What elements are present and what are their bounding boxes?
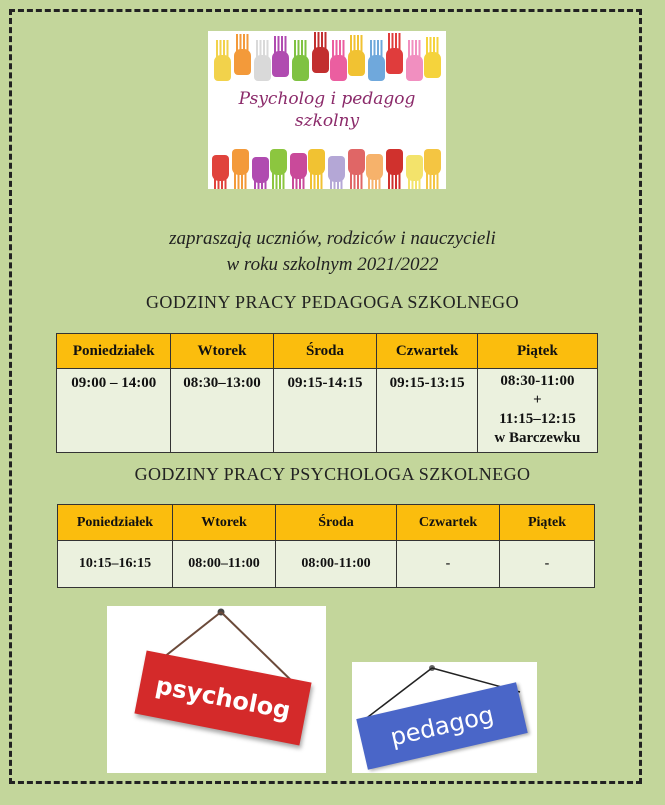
- pedagog-sign-label: pedagog: [356, 682, 527, 770]
- psycholog-schedule-table: [57, 504, 595, 588]
- banner-image: [208, 31, 446, 189]
- header-thursday: Czwartek: [377, 334, 477, 369]
- psycholog-sign-image: [107, 606, 326, 773]
- banner-title: [208, 88, 446, 132]
- hands-bottom-decoration: [208, 149, 446, 189]
- pedagog-sign-image: [352, 662, 537, 773]
- psycholog-sign-label: psycholog: [134, 651, 311, 746]
- header-tuesday: Wtorek: [171, 334, 273, 369]
- hours-tuesday: 08:30–13:00: [171, 369, 273, 453]
- pedagog-section-title: GODZINY PRACY PEDAGOGA SZKOLNEGO: [146, 292, 519, 312]
- hours-friday: -: [500, 541, 595, 588]
- friday-line4: w Barczewku: [494, 430, 581, 446]
- header-wednesday: Środa: [276, 505, 397, 541]
- pedagog-schedule-table: [56, 333, 598, 453]
- hands-top-decoration: [208, 31, 446, 81]
- banner-title-line1: Psycholog i pedagog: [238, 89, 416, 109]
- header-wednesday: Środa: [273, 334, 377, 369]
- table-header-row: [58, 505, 595, 541]
- header-friday: Piątek: [477, 334, 597, 369]
- header-monday: Poniedziałek: [58, 505, 173, 541]
- hours-monday: 10:15–16:15: [58, 541, 173, 588]
- hours-friday: [477, 369, 597, 453]
- hours-thursday: 09:15-13:15: [377, 369, 477, 453]
- hours-thursday: -: [397, 541, 500, 588]
- header-monday: Poniedziałek: [57, 334, 171, 369]
- table-header-row: [57, 334, 598, 369]
- header-friday: Piątek: [500, 505, 595, 541]
- table-row: [57, 369, 598, 453]
- invite-line2: w roku szkolnym 2021/2022: [226, 254, 439, 275]
- friday-line1: 08:30-11:00: [500, 373, 575, 389]
- banner-title-line2: szkolny: [294, 111, 360, 131]
- header-tuesday: Wtorek: [173, 505, 276, 541]
- hours-tuesday: 08:00–11:00: [173, 541, 276, 588]
- table-row: [58, 541, 595, 588]
- friday-line2: +: [533, 392, 542, 408]
- hours-wednesday: 08:00-11:00: [276, 541, 397, 588]
- hours-wednesday: 09:15-14:15: [273, 369, 377, 453]
- psycholog-section-title: GODZINY PRACY PSYCHOLOGA SZKOLNEGO: [134, 464, 531, 484]
- header-thursday: Czwartek: [397, 505, 500, 541]
- hours-monday: 09:00 – 14:00: [57, 369, 171, 453]
- invite-text: [0, 226, 665, 278]
- invite-line1: zapraszają uczniów, rodziców i nauczycieli: [169, 228, 496, 249]
- friday-line3: 11:15–12:15: [499, 411, 576, 427]
